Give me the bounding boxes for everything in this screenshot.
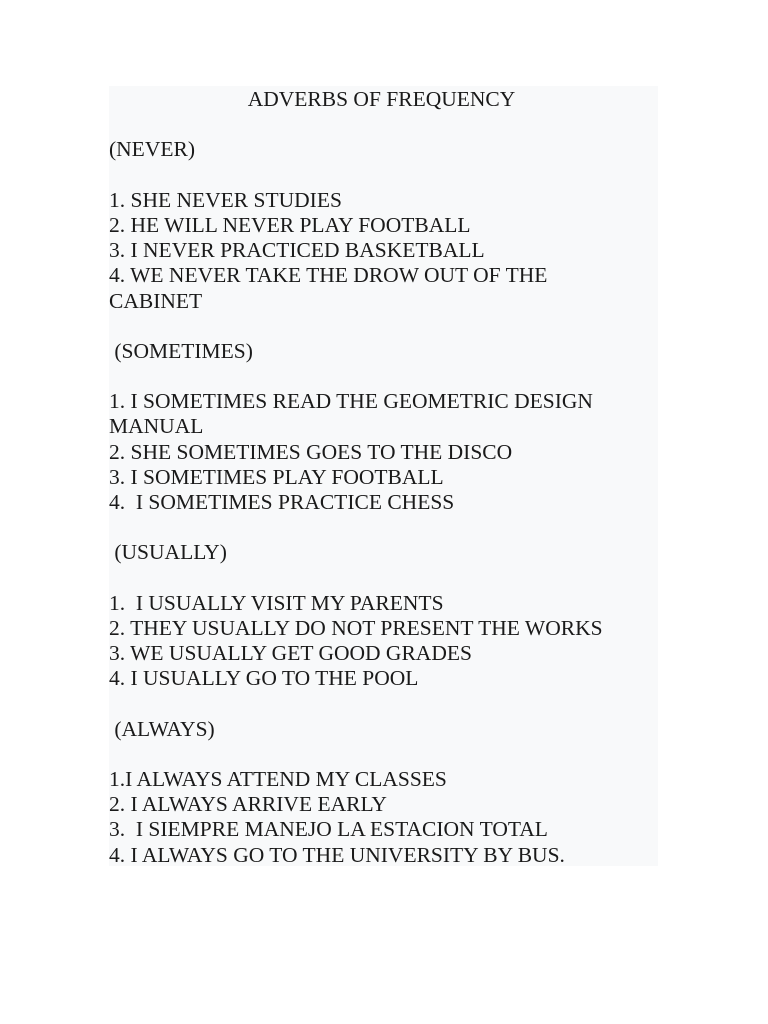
blank-line (109, 112, 658, 137)
list-item: 1.I ALWAYS ATTEND MY CLASSES (109, 767, 447, 792)
list-item: 4. WE NEVER TAKE THE DROW OUT OF THE (109, 263, 548, 288)
section-heading-sometimes: (SOMETIMES) (109, 338, 253, 363)
document-page (109, 86, 658, 866)
list-item: 3. I NEVER PRACTICED BASKETBALL (109, 238, 485, 263)
list-item: 2. HE WILL NEVER PLAY FOOTBALL (109, 212, 471, 237)
document-title: ADVERBS OF FREQUENCY (247, 87, 516, 111)
blank-line (109, 314, 658, 339)
blank-line (109, 692, 658, 717)
list-item: 2. THEY USUALLY DO NOT PRESENT THE WORKS (109, 615, 603, 640)
list-item: 2. SHE SOMETIMES GOES TO THE DISCO (109, 439, 513, 464)
list-item: 3. WE USUALLY GET GOOD GRADES (109, 641, 472, 666)
list-item: 4. I SOMETIMES PRACTICE CHESS (109, 490, 455, 514)
list-item: 1. I SOMETIMES READ THE GEOMETRIC DESIGN (109, 389, 593, 414)
list-item: 3. I SIEMPRE MANEJO LA ESTACION TOTAL (109, 817, 548, 842)
list-item: 2. I ALWAYS ARRIVE EARLY (109, 792, 387, 817)
section-heading-usually: (USUALLY) (109, 540, 227, 565)
blank-line (109, 515, 658, 540)
blank-line (109, 742, 658, 767)
list-item: 4. I ALWAYS GO TO THE UNIVERSITY BY BUS. (109, 842, 565, 867)
list-item-continuation: MANUAL (109, 414, 204, 439)
list-item-continuation: CABINET (109, 288, 203, 313)
section-heading-never: (NEVER) (109, 137, 195, 162)
section-heading-always: (ALWAYS) (109, 716, 215, 741)
blank-line (109, 566, 658, 591)
list-item: 1. SHE NEVER STUDIES (109, 187, 342, 212)
blank-line (109, 364, 658, 389)
list-item: 3. I SOMETIMES PLAY FOOTBALL (109, 464, 444, 489)
list-item: 1. I USUALLY VISIT MY PARENTS (109, 590, 444, 615)
blank-line (109, 163, 658, 188)
list-item: 4. I USUALLY GO TO THE POOL (109, 666, 419, 691)
